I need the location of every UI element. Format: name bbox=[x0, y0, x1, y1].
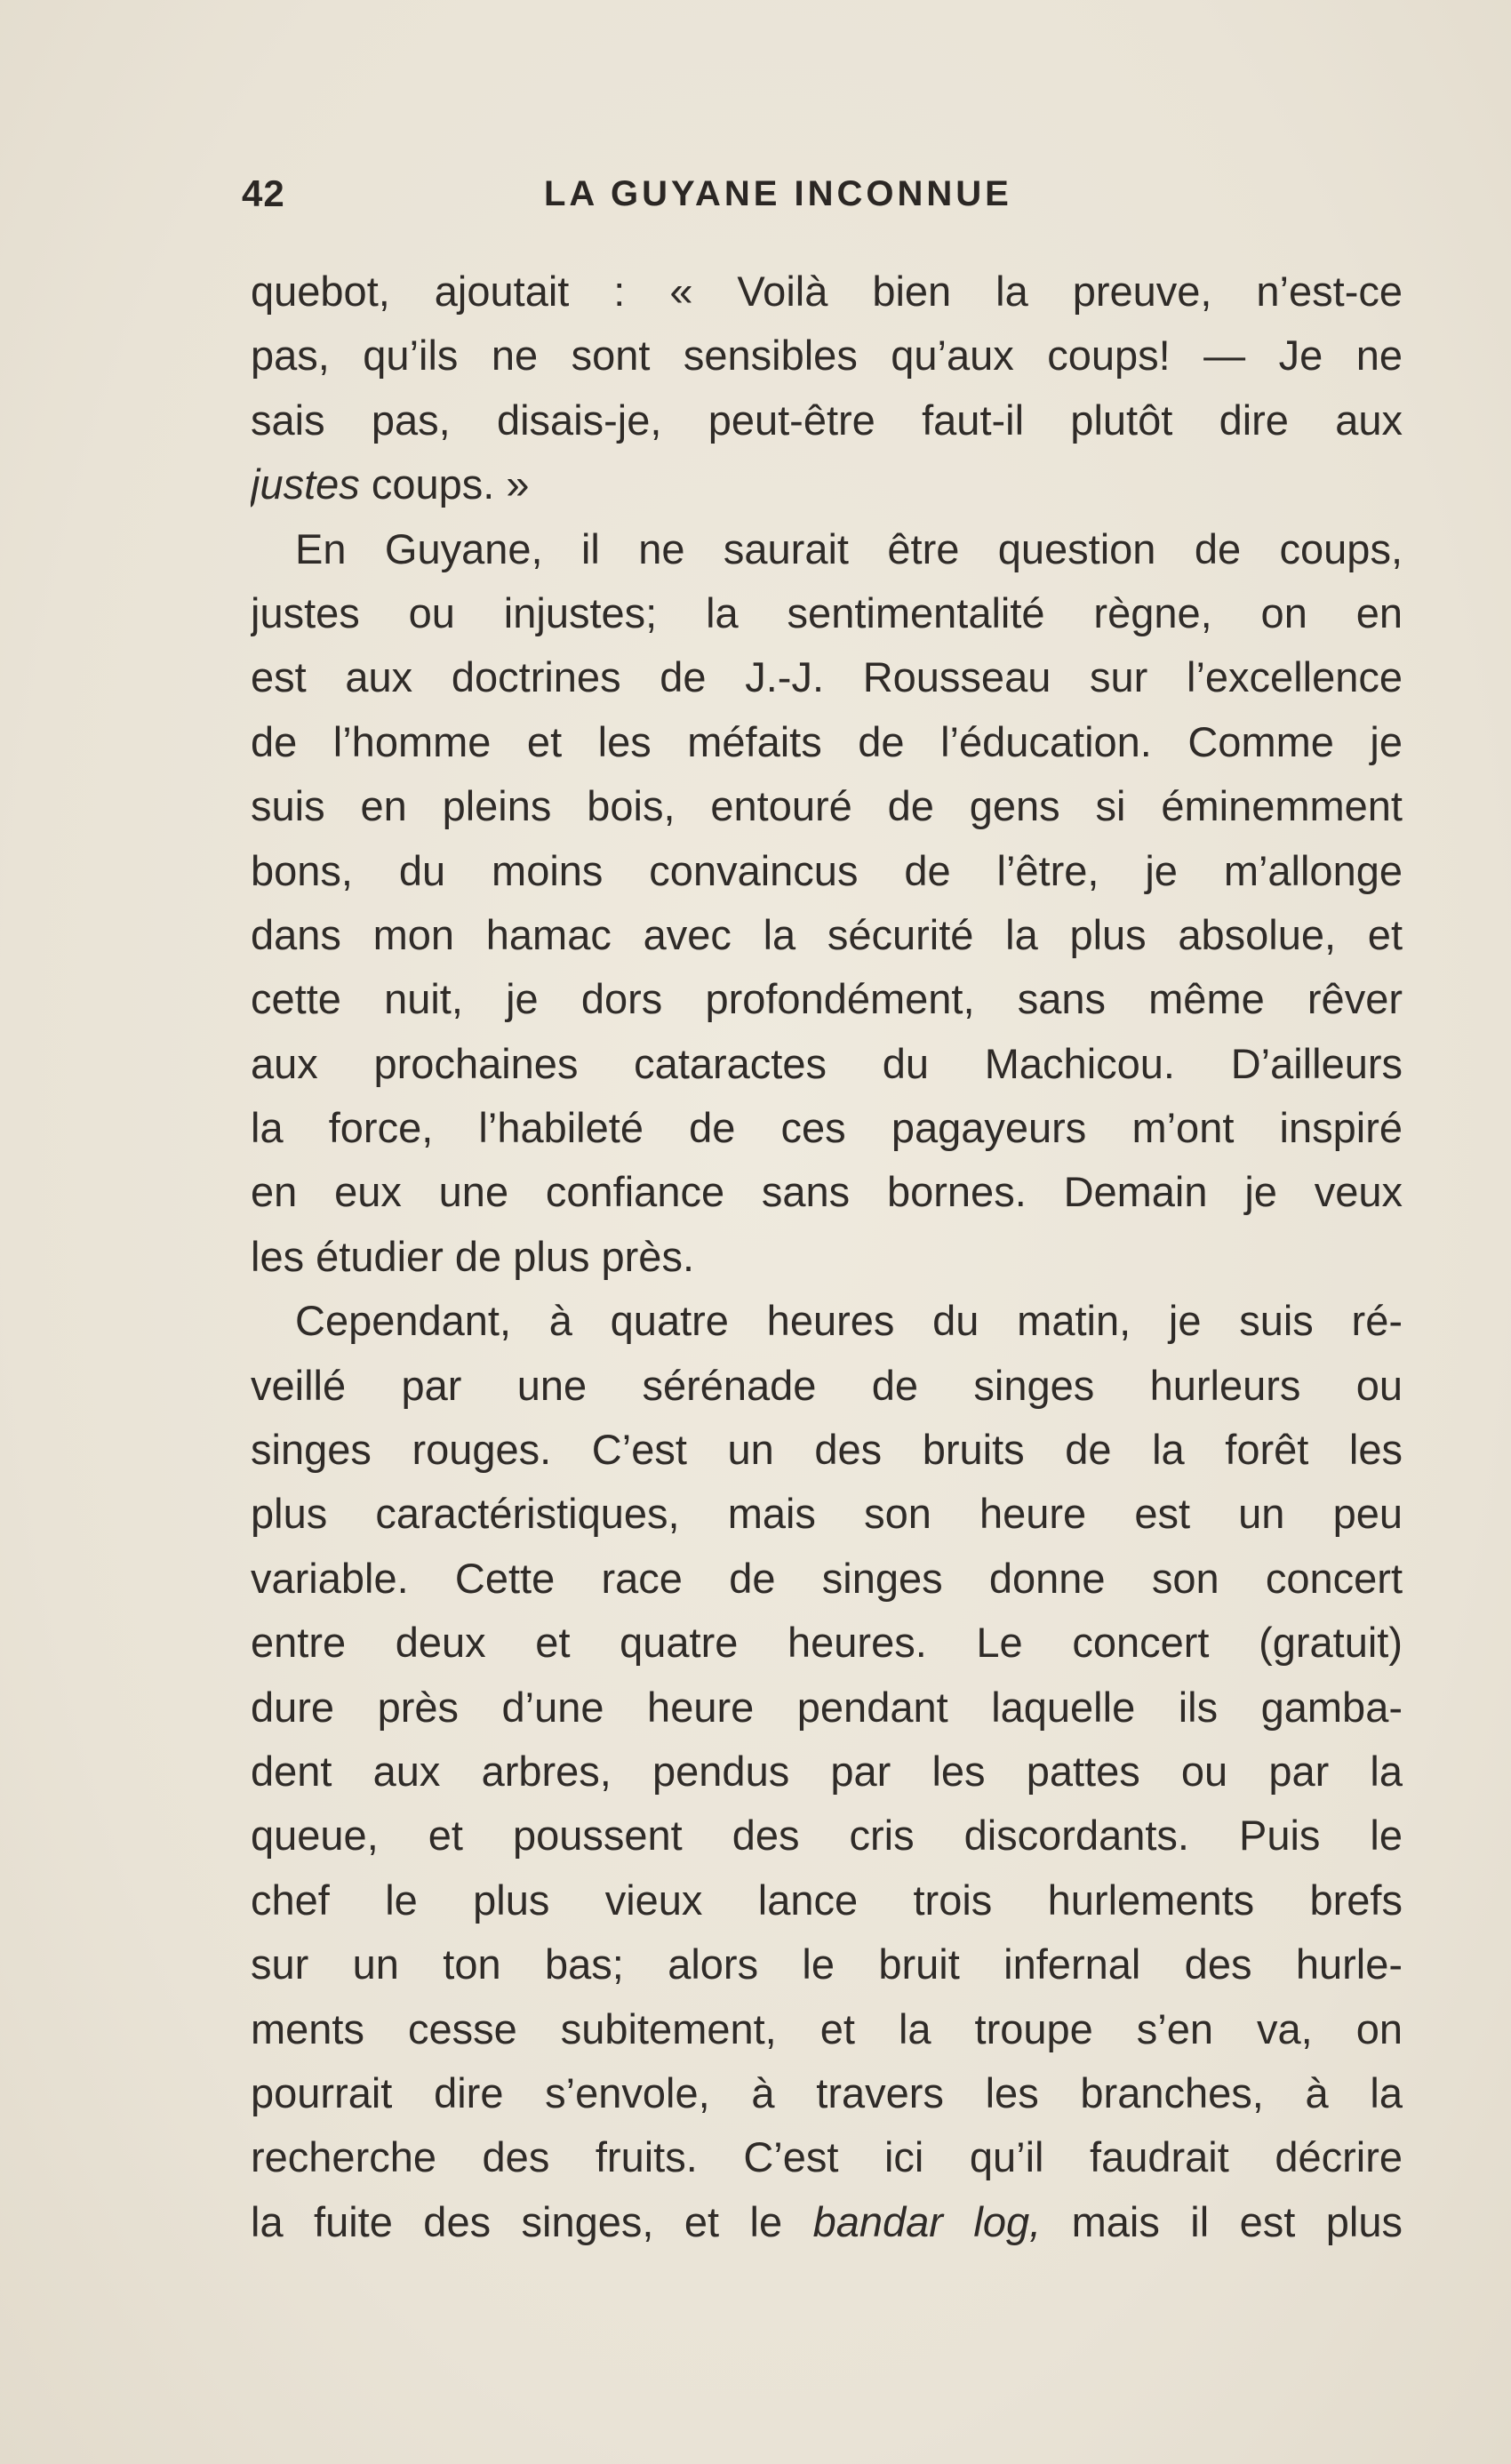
text-line: la force, l’habileté de ces pagayeurs m’ont inspiré bbox=[251, 1104, 1403, 1152]
text-line: pourrait dire s’envole, à travers les branches, à la bbox=[251, 2068, 1403, 2116]
text-line: entre deux et quatre heures. Le concert (gratuit) bbox=[251, 1619, 1403, 1667]
paragraph-start: En Guyane, il ne saurait être question de coups, bbox=[295, 524, 1403, 572]
body-text bbox=[251, 260, 1403, 2254]
text-line: queue, et poussent des cris discordants. Puis le bbox=[251, 1812, 1403, 1860]
italic-word: bandar log, bbox=[812, 2197, 1042, 2245]
running-title: LA GUYANE INCONNUE bbox=[544, 174, 1012, 213]
page-header bbox=[0, 167, 1511, 220]
text-line: sais pas, disais-je, peut-être faut-il plutôt dire aux bbox=[251, 396, 1403, 444]
text-line: singes rouges. C’est un des bruits de la forêt les bbox=[251, 1426, 1403, 1474]
text-line: ments cesse subitement, et la troupe s’en va, on bbox=[251, 2004, 1403, 2052]
text-fragment: coups. » bbox=[371, 460, 530, 508]
italic-word: justes bbox=[251, 460, 360, 508]
text-line: chef le plus vieux lance trois hurlements brefs bbox=[251, 1876, 1403, 1924]
text-line: dans mon hamac avec la sécurité la plus absolue, et bbox=[251, 910, 1403, 958]
text-line: veillé par une sérénade de singes hurleurs ou bbox=[251, 1361, 1403, 1409]
text-line: dent aux arbres, pendus par les pattes ou par la bbox=[251, 1747, 1403, 1795]
page-number: 42 bbox=[242, 172, 285, 214]
text-line: variable. Cette race de singes donne son concert bbox=[251, 1554, 1403, 1602]
text-line: bons, du moins convaincus de l’être, je m’allonge bbox=[251, 846, 1403, 894]
text-line: de l’homme et les méfaits de l’éducation. Comme je bbox=[251, 717, 1403, 765]
text-line bbox=[251, 2190, 1403, 2254]
paragraph-start: Cependant, à quatre heures du matin, je suis ré- bbox=[295, 1297, 1403, 1345]
text-line: suis en pleins bois, entouré de gens si éminemment bbox=[251, 782, 1403, 830]
text-line: dure près d’une heure pendant laquelle ils gamba- bbox=[251, 1683, 1403, 1731]
text-line: pas, qu’ils ne sont sensibles qu’aux coups! — Je ne bbox=[251, 332, 1403, 380]
text-line: recherche des fruits. C’est ici qu’il faudrait décrire bbox=[251, 2133, 1403, 2181]
text-line: cette nuit, je dors profondément, sans même rêver bbox=[251, 975, 1403, 1023]
text-line: sur un ton bas; alors le bruit infernal des hurle- bbox=[251, 1940, 1403, 1988]
text-line: plus caractéristiques, mais son heure est un peu bbox=[251, 1490, 1403, 1538]
text-line bbox=[251, 452, 1403, 516]
text-line: les étudier de plus près. bbox=[251, 1232, 695, 1280]
text-fragment: mais il est plus bbox=[1071, 2197, 1403, 2245]
text-line: quebot, ajoutait : « Voilà bien la preuve, n’est-ce bbox=[251, 268, 1403, 315]
text-line: est aux doctrines de J.-J. Rousseau sur l’excellence bbox=[251, 653, 1403, 701]
text-fragment: la fuite des singes, et le bbox=[251, 2197, 783, 2245]
text-line: en eux une confiance sans bornes. Demain je veux bbox=[251, 1168, 1403, 1216]
text-line: justes ou injustes; la sentimentalité règne, on en bbox=[251, 588, 1403, 636]
text-line: aux prochaines cataractes du Machicou. D’ailleurs bbox=[251, 1039, 1403, 1087]
